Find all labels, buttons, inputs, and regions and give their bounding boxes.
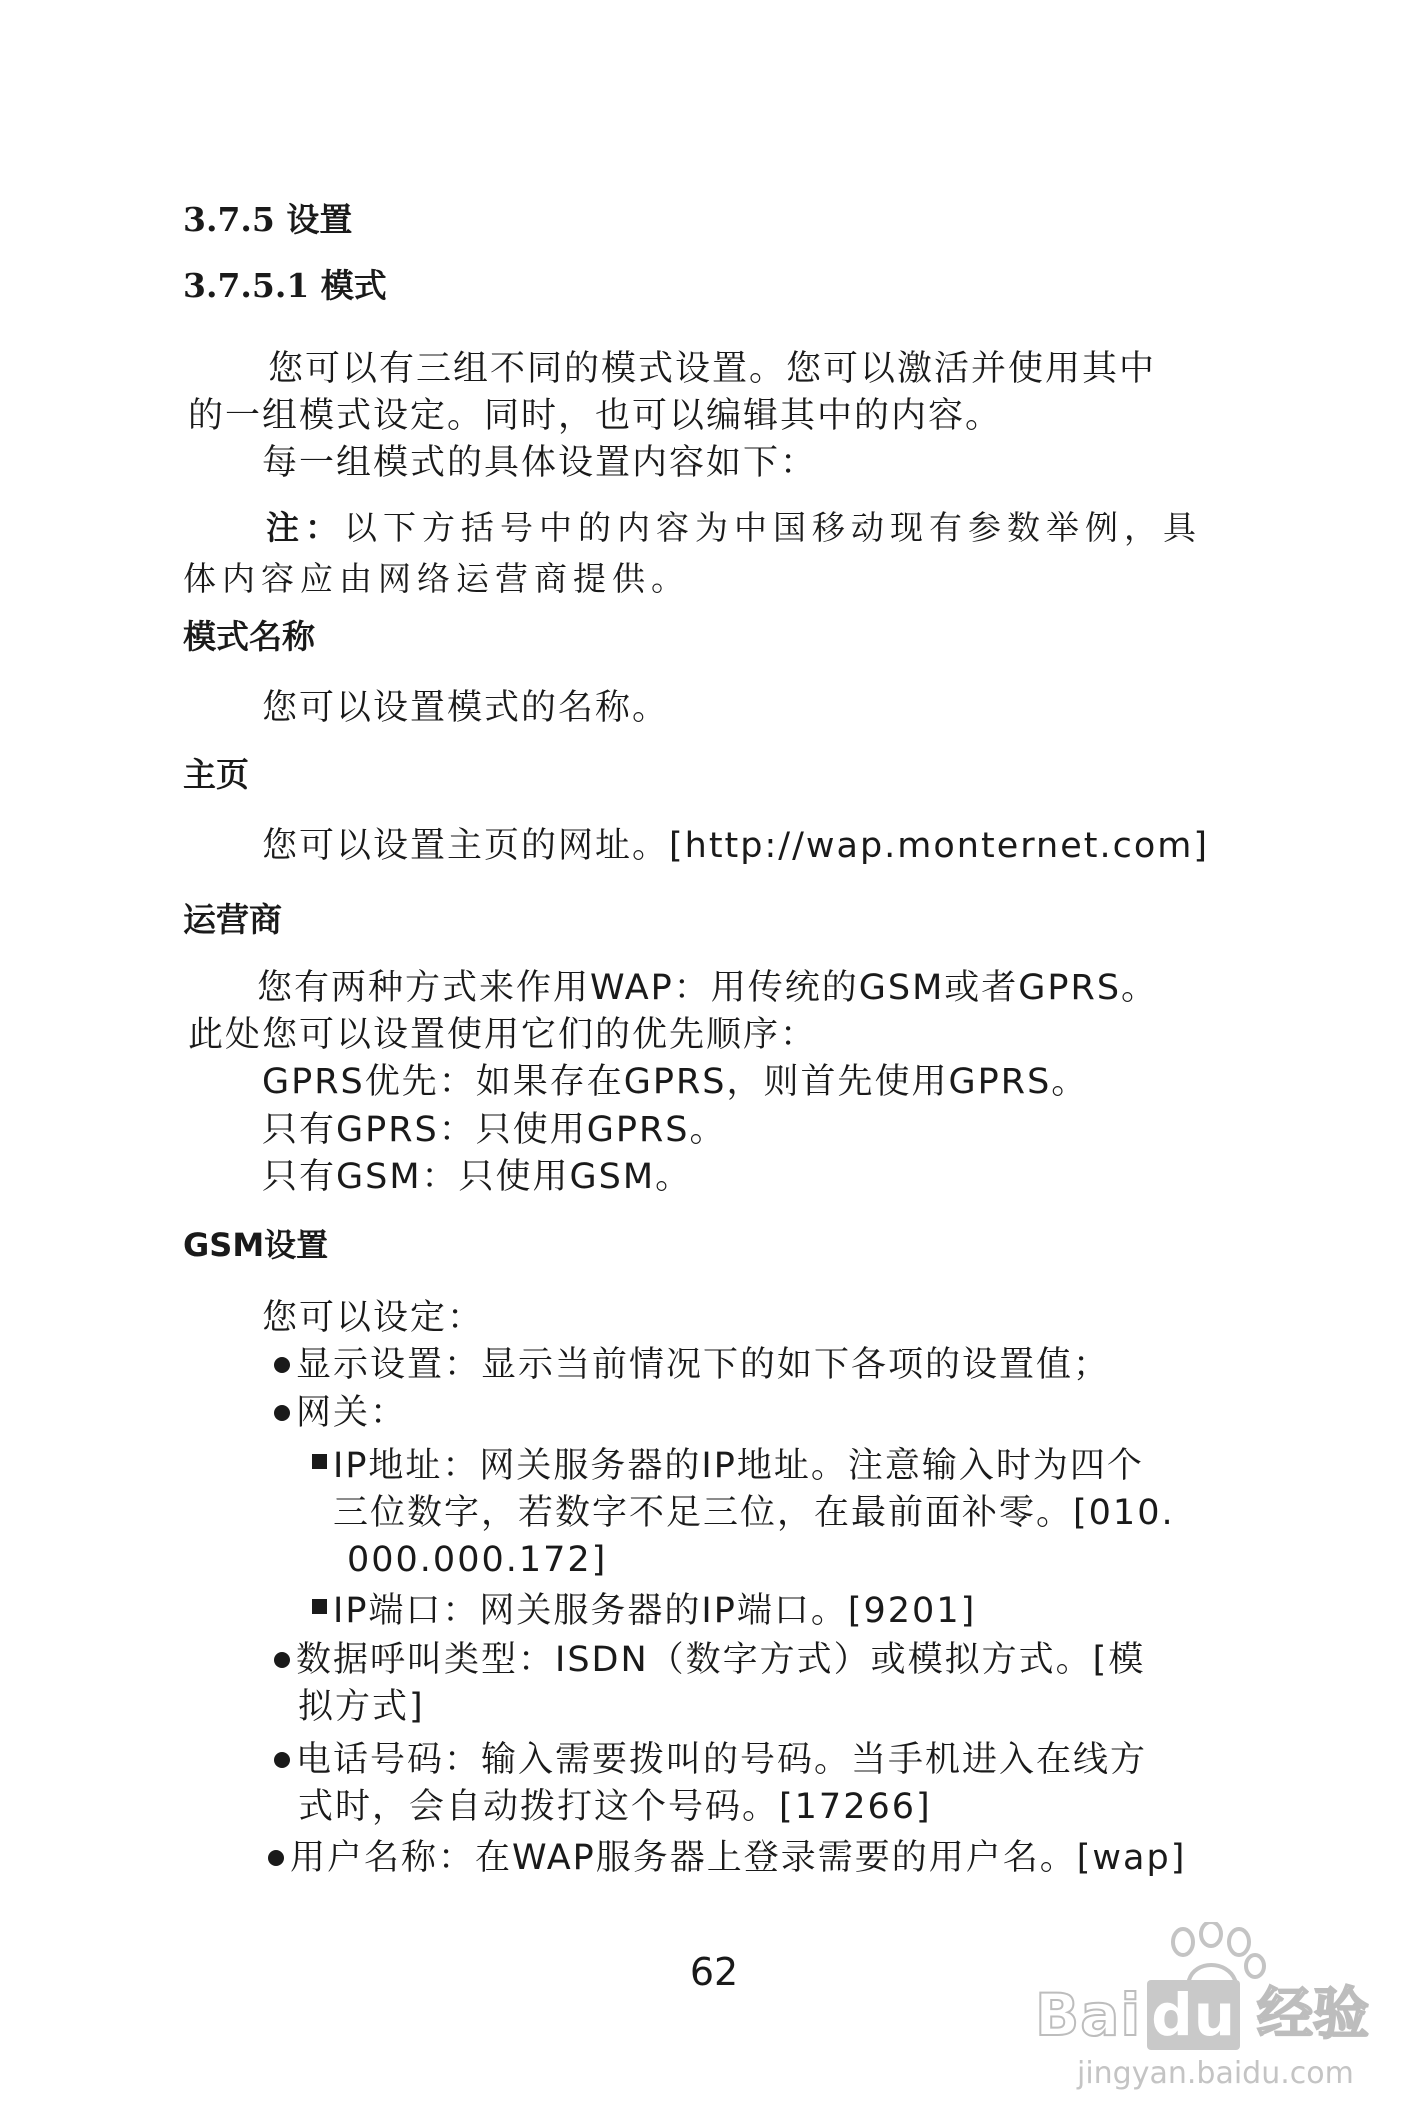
baidu-jingyan-watermark [1035, 1922, 1415, 2102]
gsm-item-phone [274, 1737, 1147, 1783]
gsm-subitem-port [312, 1588, 976, 1634]
intro-line-2: 的一组模式设定。同时，也可以编辑其中的内容。 [188, 396, 1003, 436]
heading-mode-name: 模式名称 [183, 617, 315, 656]
operator-line-1: 您有两种方式来作用WAP：用传统的GSM或者GPRS。 [257, 968, 1159, 1008]
gsm-item-gateway [274, 1390, 407, 1436]
bullet-icon [274, 1357, 290, 1373]
gsm-item-phone-line-2: 式时，会自动拨打这个号码。[17266] [298, 1787, 932, 1827]
gsm-item-calltype [274, 1637, 1145, 1683]
section-title: 3.7.5 设置 [183, 200, 353, 239]
gsm-subitem-ip-line-3: 000.000.172] [347, 1540, 608, 1580]
note-line-2: 体内容应由网络运营商提供。 [183, 559, 690, 598]
gsm-subitem-port-text: IP端口：网关服务器的IP端口。[9201] [333, 1591, 977, 1631]
watermark-jingyan: 经验 [1257, 1982, 1369, 2047]
gsm-item-phone-text: 电话号码：输入需要拨叫的号码。当手机进入在线方 [296, 1740, 1148, 1780]
gsm-intro: 您可以设定： [262, 1298, 485, 1338]
operator-line-2: 此处您可以设置使用它们的优先顺序： [188, 1015, 818, 1055]
gsm-item-gateway-text: 网关： [296, 1393, 408, 1433]
watermark-brand-du: du [1147, 1980, 1240, 2050]
note-text-1: 以下方括号中的内容为中国移动现有参数举例，具 [344, 508, 1202, 547]
gsm-item-display [274, 1342, 1110, 1388]
watermark-url: jingyan.baidu.com [1077, 2056, 1354, 2091]
watermark-brand-bai: Bai [1035, 1981, 1142, 2049]
square-bullet-icon [312, 1454, 327, 1469]
bullet-icon [268, 1850, 284, 1866]
operator-line-3: GPRS优先：如果存在GPRS，则首先使用GPRS。 [262, 1062, 1089, 1102]
square-bullet-icon [312, 1599, 327, 1614]
section-subtitle: 3.7.5.1 模式 [183, 266, 387, 305]
gsm-item-username-text: 用户名称：在WAP服务器上登录需要的用户名。[wap] [290, 1838, 1187, 1878]
bullet-icon [274, 1752, 290, 1768]
bullet-icon [274, 1405, 290, 1421]
gsm-item-calltype-text: 数据呼叫类型：ISDN（数字方式）或模拟方式。[模 [296, 1640, 1146, 1680]
operator-line-5: 只有GSM：只使用GSM。 [262, 1157, 693, 1197]
bullet-icon [274, 1652, 290, 1668]
gsm-item-username [268, 1835, 1186, 1881]
gsm-item-calltype-line-2: 拟方式] [298, 1687, 425, 1727]
intro-line-1: 您可以有三组不同的模式设置。您可以激活并使用其中 [268, 349, 1157, 389]
gsm-subitem-ip-text: IP地址：网关服务器的IP地址。注意输入时为四个 [333, 1446, 1144, 1486]
note-label: 注： [266, 508, 344, 547]
intro-line-3: 每一组模式的具体设置内容如下： [262, 443, 818, 483]
heading-gsm-settings: GSM设置 [183, 1226, 329, 1264]
heading-operator: 运营商 [183, 900, 282, 939]
gsm-subitem-ip-line-2: 三位数字，若数字不足三位，在最前面补零。[010. [333, 1493, 1175, 1533]
homepage-text: 您可以设置主页的网址。[http://wap.monternet.com] [262, 826, 1209, 866]
heading-homepage: 主页 [183, 755, 249, 794]
note-line-1 [266, 505, 1202, 551]
operator-line-4: 只有GPRS：只使用GPRS。 [262, 1110, 727, 1150]
watermark-brand [1035, 1980, 1240, 2050]
mode-name-text: 您可以设置模式的名称。 [262, 688, 670, 728]
page-number: 62 [689, 1950, 739, 1994]
gsm-item-display-text: 显示设置：显示当前情况下的如下各项的设置值； [296, 1345, 1111, 1385]
gsm-subitem-ip [312, 1443, 1144, 1489]
